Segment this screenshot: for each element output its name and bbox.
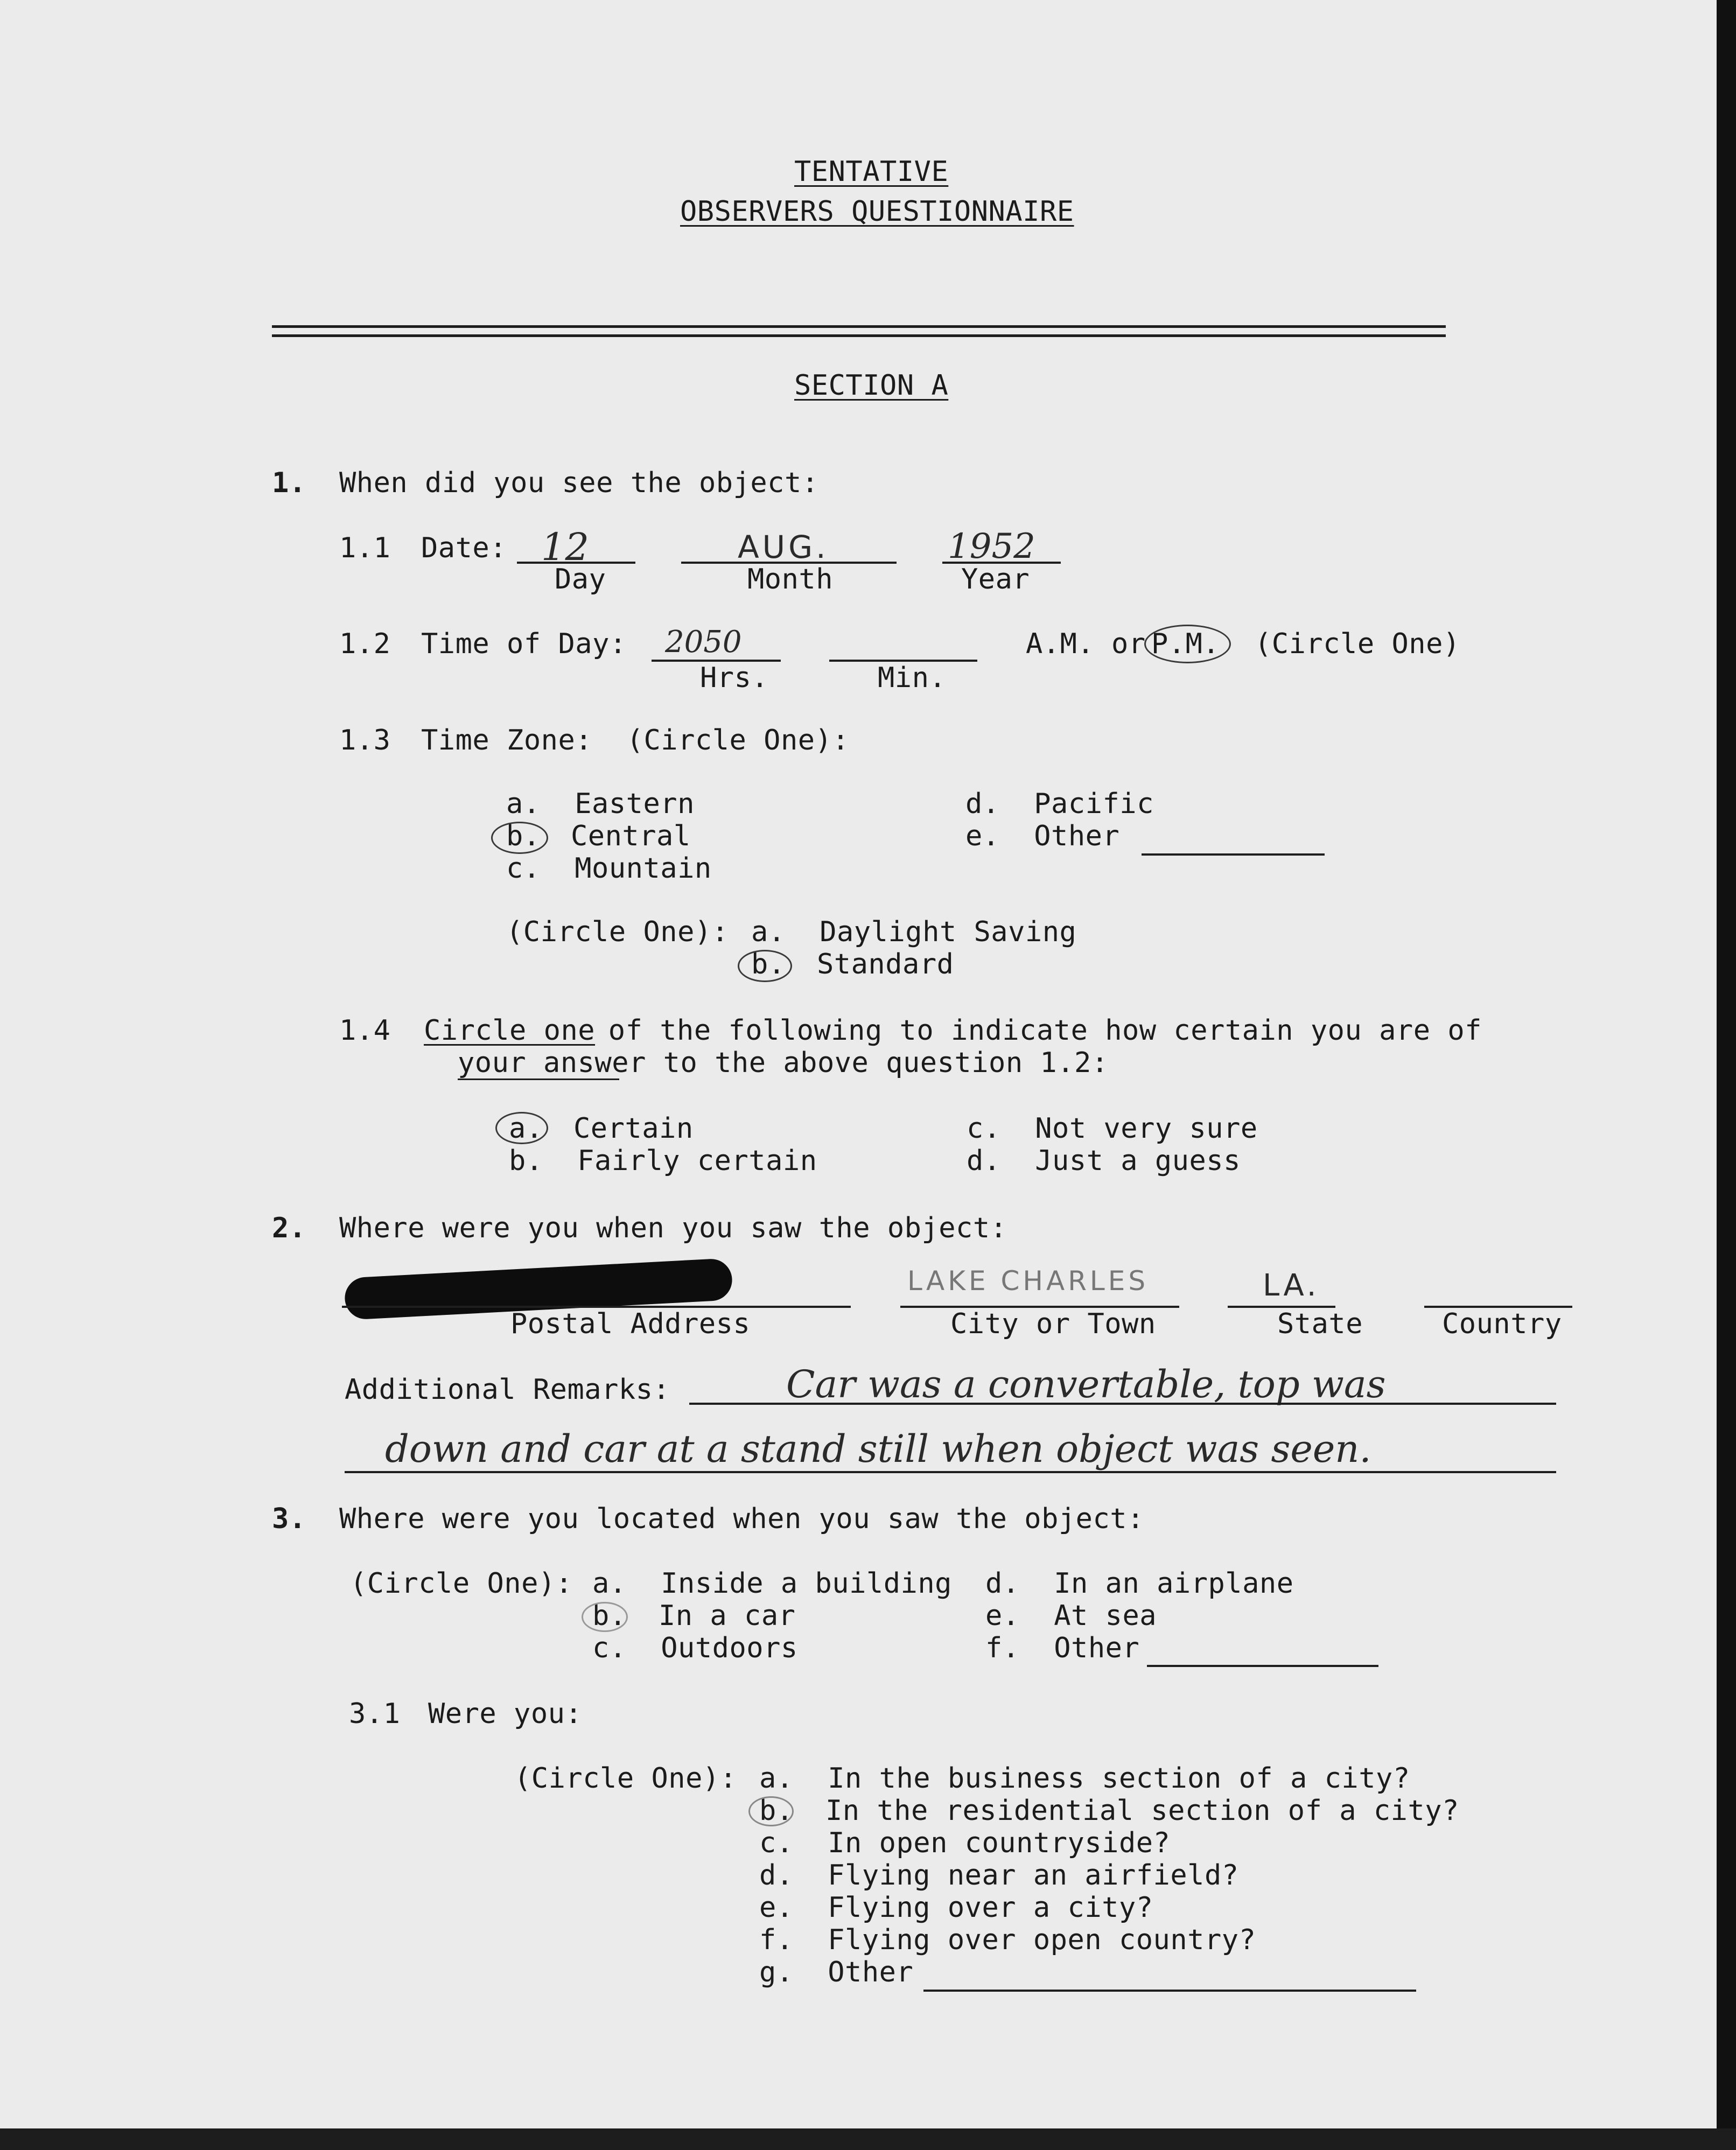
time-min-caption: Min. — [878, 662, 947, 694]
area-option-c[interactable]: c. In open countryside? — [759, 1827, 1171, 1859]
date-day-value: 12 — [541, 525, 590, 569]
area-b-circle-mark — [748, 1796, 794, 1826]
state-value: LA. — [1263, 1268, 1320, 1303]
date-day-caption: Day — [555, 563, 606, 596]
area-option-d[interactable]: d. Flying near an airfield? — [759, 1859, 1239, 1892]
loc-option-f[interactable]: f. Other — [985, 1632, 1140, 1664]
q1-1-number: 1.1 — [339, 532, 391, 564]
cert-option-a-text[interactable]: Certain — [573, 1112, 694, 1145]
time-circle-note: (Circle One) — [1255, 628, 1460, 660]
scan-edge-right — [1717, 0, 1736, 2150]
q1-4-line1: of the following to indicate how certain you are of — [591, 1014, 1482, 1047]
loc-option-e[interactable]: e. At sea — [985, 1600, 1157, 1632]
city-caption: City or Town — [950, 1308, 1156, 1340]
title-line2: OBSERVERS QUESTIONNAIRE — [680, 195, 1074, 228]
country-caption: Country — [1442, 1308, 1562, 1340]
remarks-label: Additional Remarks: — [345, 1374, 670, 1406]
q1-1-label: Date: — [421, 532, 507, 564]
cert-option-c[interactable]: c. Not very sure — [967, 1112, 1258, 1145]
city-value: LAKE CHARLES — [907, 1265, 1149, 1297]
time-hrs-value: 2050 — [665, 625, 742, 660]
tz-option-e[interactable]: e. Other — [965, 820, 1120, 852]
q1-number: 1. — [272, 467, 306, 499]
area-option-b-letter[interactable]: b. — [759, 1795, 794, 1827]
loc-option-d[interactable]: d. In an airplane — [985, 1567, 1294, 1600]
q2-text: Where were you when you saw the object: — [339, 1212, 1007, 1244]
time-ampm-prefix: A.M. or — [1026, 628, 1146, 660]
area-other-line[interactable] — [923, 1990, 1416, 1992]
dst-option-a[interactable]: a. Daylight Saving — [751, 916, 1077, 948]
dst-option-b-text[interactable]: Standard — [817, 948, 954, 981]
dst-option-b-letter[interactable]: b. — [751, 948, 786, 981]
q3-1-label: Were you: — [428, 1698, 583, 1730]
loc-other-line[interactable] — [1147, 1665, 1378, 1667]
loc-b-circle-mark — [582, 1602, 628, 1632]
title-line1: TENTATIVE — [794, 156, 949, 188]
q1-4-line2: your answer to the above question 1.2: — [458, 1047, 1109, 1079]
remarks-line2-text: down and car at a stand still when object was seen. — [385, 1427, 1371, 1471]
header-rule-bottom — [272, 334, 1446, 337]
area-option-g[interactable]: g. Other — [759, 1956, 914, 1988]
header-rule-top — [272, 325, 1446, 328]
cert-option-d[interactable]: d. Just a guess — [967, 1145, 1241, 1177]
date-year-value: 1952 — [948, 527, 1035, 566]
state-caption: State — [1277, 1308, 1363, 1340]
loc-option-b-letter[interactable]: b. — [592, 1600, 627, 1632]
area-option-e[interactable]: e. Flying over a city? — [759, 1892, 1153, 1924]
tz-other-line[interactable] — [1142, 853, 1325, 856]
area-circle-label: (Circle One): — [514, 1762, 737, 1795]
q1-3-label: Time Zone: (Circle One): — [421, 724, 850, 757]
dst-b-circle-mark — [738, 950, 792, 982]
loc-option-c[interactable]: c. Outdoors — [592, 1632, 798, 1664]
q1-2-label: Time of Day: — [421, 628, 627, 660]
loc-option-a[interactable]: a. Inside a building — [592, 1567, 952, 1600]
scan-edge-bottom — [0, 2128, 1736, 2150]
tz-b-circle-mark — [491, 822, 548, 854]
dst-circle-label: (Circle One): — [506, 916, 729, 948]
area-option-b-text[interactable]: In the residential section of a city? — [825, 1795, 1459, 1827]
date-month-caption: Month — [747, 563, 834, 596]
time-pm-option[interactable]: P.M. — [1151, 628, 1220, 660]
area-option-f[interactable]: f. Flying over open country? — [759, 1924, 1256, 1956]
postal-address-caption: Postal Address — [510, 1308, 751, 1340]
q1-4-line2-underline-mark — [458, 1078, 619, 1080]
q3-number: 3. — [272, 1503, 306, 1535]
q1-3-number: 1.3 — [339, 724, 391, 757]
remarks-line1[interactable] — [689, 1403, 1556, 1405]
area-option-a[interactable]: a. In the business section of a city? — [759, 1762, 1410, 1795]
q1-4-underlined: Circle one — [424, 1014, 596, 1047]
section-title: SECTION A — [794, 369, 949, 402]
tz-option-c[interactable]: c. Mountain — [506, 852, 712, 885]
tz-option-b-letter[interactable]: b. — [506, 820, 541, 852]
pm-circle-mark — [1144, 625, 1231, 663]
cert-a-circle-mark — [495, 1112, 548, 1144]
date-month-value: AUG. — [738, 529, 829, 565]
q3-text: Where were you located when you saw the object: — [339, 1503, 1144, 1535]
cert-option-b[interactable]: b. Fairly certain — [509, 1145, 817, 1177]
loc-circle-label: (Circle One): — [350, 1567, 573, 1600]
q1-text: When did you see the object: — [339, 467, 819, 499]
tz-option-a[interactable]: a. Eastern — [506, 788, 695, 820]
date-year-caption: Year — [961, 563, 1030, 596]
q3-1-number: 3.1 — [349, 1698, 401, 1730]
q1-2-number: 1.2 — [339, 628, 391, 660]
q1-4-number: 1.4 — [339, 1014, 391, 1047]
time-hrs-caption: Hrs. — [700, 662, 769, 694]
q2-number: 2. — [272, 1212, 306, 1244]
cert-option-a-letter[interactable]: a. — [509, 1112, 543, 1145]
remarks-line2[interactable] — [345, 1471, 1556, 1473]
tz-option-b-text[interactable]: Central — [571, 820, 691, 852]
tz-option-d[interactable]: d. Pacific — [965, 788, 1154, 820]
remarks-line1-text: Car was a convertable, top was — [786, 1362, 1386, 1406]
loc-option-b-text[interactable]: In a car — [659, 1600, 796, 1632]
